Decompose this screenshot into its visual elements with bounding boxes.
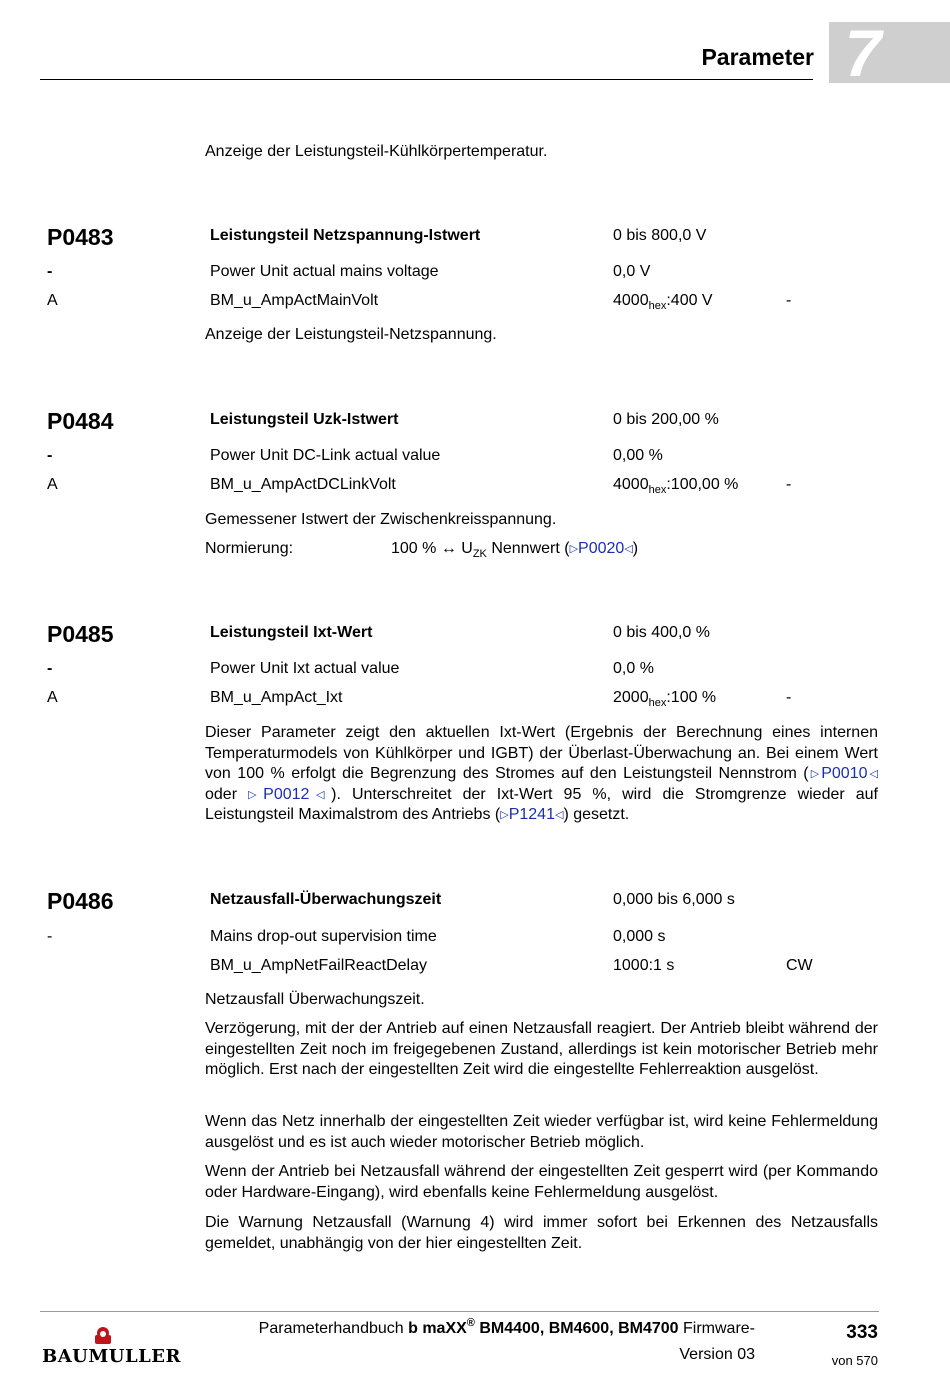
page-total: von 570 [831,1353,878,1368]
param-description: Wenn das Netz innerhalb der eingestellten Zeit wieder verfügbar ist, wird keine Fehlermeldung ausgelöst und es ist auch wieder motorischer Betrieb möglich. [205,1113,878,1151]
param-default: 0,0 V [613,263,651,280]
footer-document-title: Parameterhandbuch b maXX® BM4400, BM4600, BM4700 Firmware- [258,1317,755,1337]
param-description: Verzögerung, mit der der Antrieb auf einen Netzausfall reagiert. Der Antrieb bleibt während der eingestellten Zeit noch im freigegebenen Zustand, allerdings ist kein motorischer Betrieb mehr möglich. Erst nach der eingestellten Zeit wird die eingestellte Fehlerreaktion ausgelöst. [205,1020,878,1078]
param-variable: BM_u_AmpActDCLinkVolt [210,476,396,493]
param-flag: - [47,928,53,945]
param-range: 0 bis 400,0 % [613,624,710,641]
param-scaling: 1000:1 s [613,957,675,974]
param-flag: - [47,660,53,677]
param-description: Dieser Parameter zeigt den aktuellen Ixt-Wert (Ergebnis der Berechnung eines internen Temperaturmodels von Kühlkörper und IGBT) der Überlast-Überwachung an. Bei einem Wert von 100 % erfolgt die Begrenzung des Stromes auf den Leistungsteil Nennstrom (▷P0010◁ oder ▷P0012◁). Unterschreitet der Ixt-Wert 95 %, wird die Stromgrenze wieder auf Leistungsteil Maximalstrom des Antriebs (▷P1241◁) gesetzt. [205,724,879,823]
footer-version: Version 03 [679,1346,755,1363]
link-arrow-left-icon: ◁ [624,543,633,555]
page-number: 333 [846,1322,878,1343]
param-name: Leistungsteil Netzspannung-Istwert [210,227,481,244]
param-name: Leistungsteil Ixt-Wert [210,624,373,641]
intro-text: Anzeige der Leistungsteil-Kühlkörpertemperatur. [205,143,548,160]
baumuller-logo-icon [92,1325,114,1345]
param-flag: - [47,263,53,280]
baumuller-logo-text: BAUMULLER [42,1346,181,1367]
param-english-name: Power Unit Ixt actual value [210,660,400,677]
param-number: P0485 [47,621,114,647]
param-number: P0483 [47,224,114,250]
link-arrow-right-icon: ▷ [569,543,579,555]
param-link[interactable]: P0010 [821,765,868,782]
param-description: Die Warnung Netzausfall (Warnung 4) wird immer sofort bei Erkennen des Netzausfalls gemeldet, unabhängig von der hier eingestellten Zeit. [205,1214,878,1252]
param-extra: CW [786,957,813,974]
link-arrow-left-icon: ◁ [309,788,332,801]
link-arrow-left-icon: ◁ [554,809,564,821]
param-link[interactable]: P0012 [263,785,310,803]
header-rule [40,79,813,80]
param-scaling: $4000_{hex}:400$ V [613,292,713,312]
param-default: 0,0 % [613,660,654,677]
param-name: Netzausfall-Überwachungszeit [210,891,442,908]
link-arrow-right-icon: ▷ [248,788,264,801]
param-variable: BM_u_AmpAct_Ixt [210,689,343,706]
normierung-label: Normierung: [205,540,294,557]
param-number: P0484 [47,408,114,434]
chapter-number: 7 [844,16,882,90]
param-default: 0,000 s [613,928,666,945]
normierung-value: 100 % ↔ $U_{ZK}$ Nennwert (▷P0020◁) [391,540,639,560]
param-english-name: Power Unit DC-Link actual value [210,447,441,464]
param-english-name: Mains drop-out supervision time [210,928,437,945]
param-access: A [47,292,58,309]
param-access: A [47,689,58,706]
param-access: A [47,476,58,493]
link-arrow-right-icon: ▷ [500,809,509,821]
param-default: 0,00 % [613,447,663,464]
param-variable: BM_u_AmpActMainVolt [210,292,379,309]
link-arrow-left-icon: ◁ [867,768,878,780]
param-name: Leistungsteil Uzk-Istwert [210,411,399,428]
param-scaling: $4000_{hex}:100,00$ % [613,476,739,496]
param-scaling: $2000_{hex}:100$ % [613,689,717,709]
param-variable: BM_u_AmpNetFailReactDelay [210,957,427,974]
param-description: Wenn der Antrieb bei Netzausfall während der eingestellten Zeit gesperrt wird (per Kommando oder Hardware-Eingang), wird ebenfalls keine Fehlermeldung ausgelöst. [205,1163,878,1201]
param-number: P0486 [47,888,114,914]
param-extra: - [786,476,792,493]
param-description: Anzeige der Leistungsteil-Netzspannung. [205,326,497,343]
param-range: 0 bis 200,00 % [613,411,719,428]
param-english-name: Power Unit actual mains voltage [210,263,439,280]
page-header-title: Parameter [701,44,814,70]
param-range: 0 bis 800,0 V [613,227,707,244]
param-range: 0,000 bis 6,000 s [613,891,735,908]
param-description: Netzausfall Überwachungszeit. [205,991,425,1008]
param-description: Gemessener Istwert der Zwischenkreisspannung. [205,511,557,528]
param-extra: - [786,689,792,706]
param-link[interactable]: P1241 [508,806,555,823]
footer-rule [40,1311,879,1312]
link-arrow-right-icon: ▷ [808,768,822,780]
param-extra: - [786,292,792,309]
param-link[interactable]: P0020 [578,540,625,557]
param-flag: - [47,447,53,464]
